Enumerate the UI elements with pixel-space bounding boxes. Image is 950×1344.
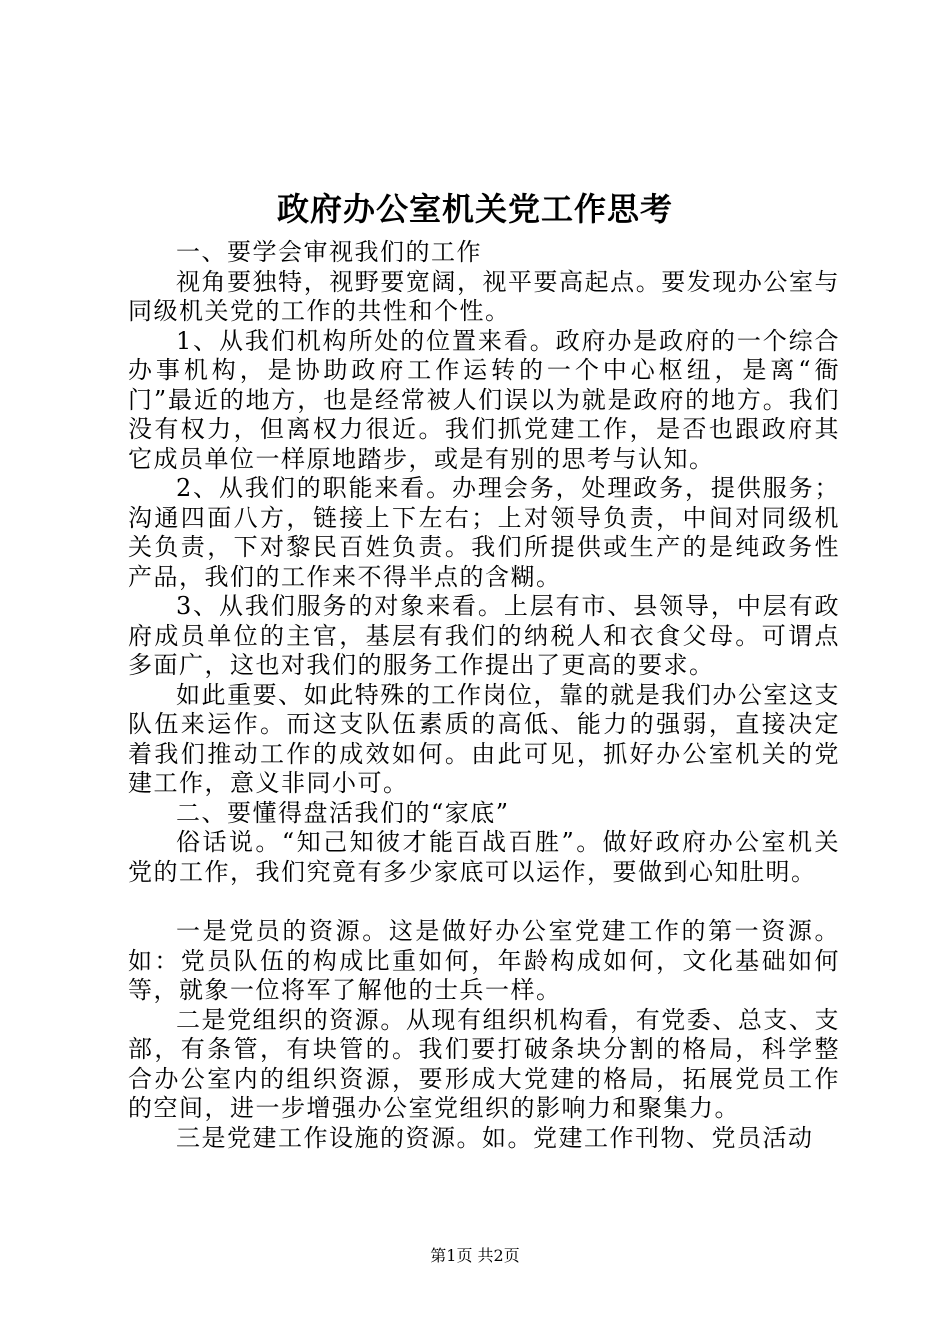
- paragraph: 二是党组织的资源。从现有组织机构看，有党委、总支、支部，有条管，有块管的。我们要打破条块分割的格局，科学整合办公室内的组织资源，要形成大党建的格局，拓展党员工作的空间，进一步增强办公室党组织的影响力和聚集力。: [128, 1005, 840, 1122]
- section-heading-2: 二、要懂得盘活我们的“家底”: [176, 798, 510, 827]
- paragraph: 如此重要、如此特殊的工作岗位，靠的就是我们办公室这支队伍来运作。而这支队伍素质的高低、能力的强弱，直接决定着我们推动工作的成效如何。由此可见，抓好办公室机关的党建工作，意义非同小可。: [128, 680, 840, 797]
- paragraph: 三是党建工作设施的资源。如。党建工作刊物、党员活动: [176, 1123, 814, 1152]
- paragraph-gap: [128, 887, 840, 917]
- paragraph: 一是党员的资源。这是做好办公室党建工作的第一资源。如：党员队伍的构成比重如何，年龄构成如何，文化基础如何等，就象一位将军了解他的士兵一样。: [128, 917, 840, 1004]
- paragraph: 视角要独特，视野要宽阔，视平要高起点。要发现办公室与同级机关党的工作的共性和个性。: [128, 267, 840, 325]
- paragraph: 2、从我们的职能来看。办理会务，处理政务，提供服务；沟通四面八方，链接上下左右；上对领导负责，中间对同级机关负责，下对黎民百姓负责。我们所提供或生产的是纯政务性产品，我们的工作来不得半点的含糊。: [128, 474, 840, 591]
- page-footer: 第1页 共2页: [430, 1246, 520, 1265]
- document-title: 政府办公室机关党工作思考: [276, 190, 673, 228]
- section-heading-1: 一、要学会审视我们的工作: [176, 238, 482, 266]
- paragraph: 3、从我们服务的对象来看。上层有市、县领导，中层有政府成员单位的主官，基层有我们的纳税人和衣食父母。可谓点多面广，这也对我们的服务工作提出了更高的要求。: [128, 592, 840, 679]
- document-body: [128, 238, 840, 1153]
- paragraph: 1、从我们机构所处的位置来看。政府办是政府的一个综合办事机构，是协助政府工作运转的一个中心枢纽，是离“衙门”最近的地方，也是经常被人们误以为就是政府的地方。我们没有权力，但离权力很近。我们抓党建工作，是否也跟政府其它成员单位一样原地踏步，或是有别的思考与认知。: [128, 326, 840, 473]
- paragraph: 俗话说。“知己知彼才能百战百胜”。做好政府办公室机关党的工作，我们究竟有多少家底可以运作，要做到心知肚明。: [128, 828, 840, 886]
